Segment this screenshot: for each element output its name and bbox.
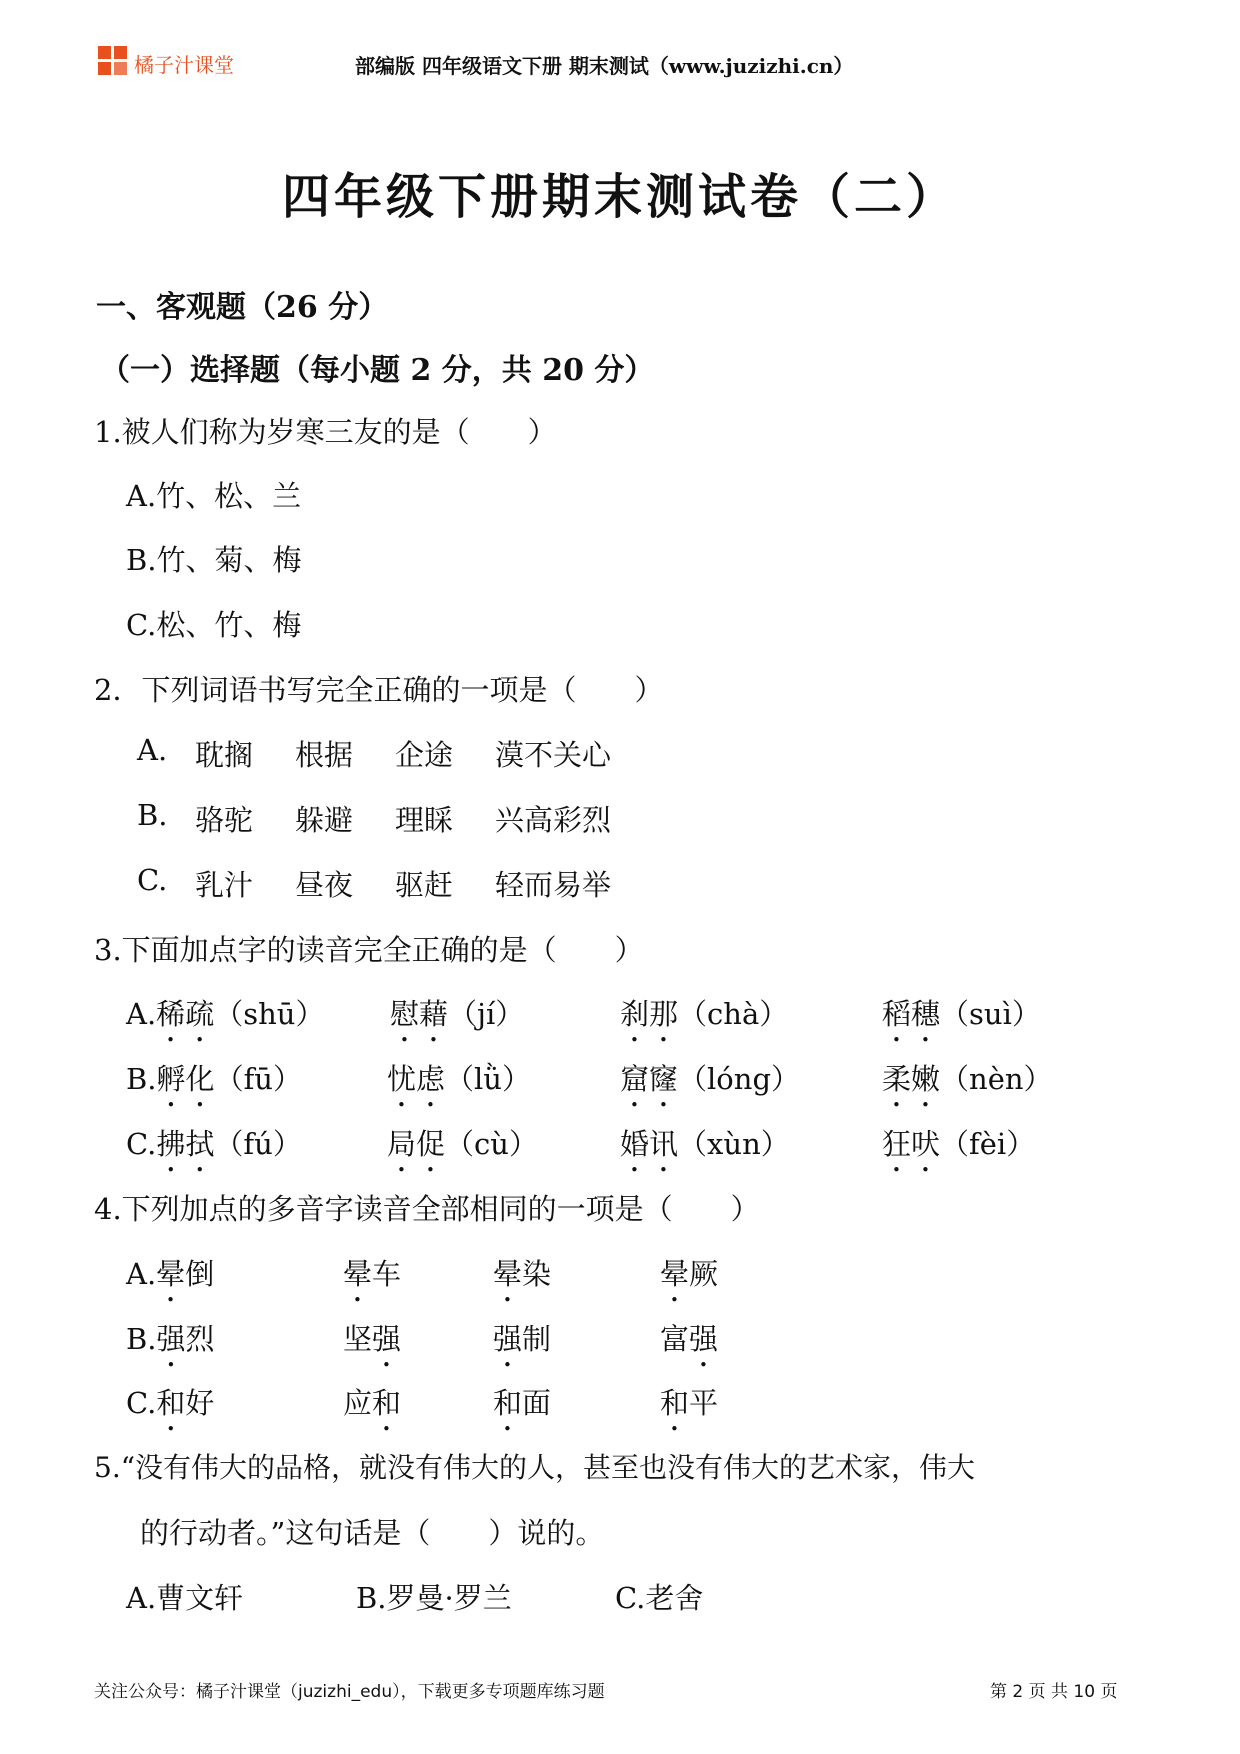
section-heading: 一、客观题（26 分） bbox=[96, 290, 389, 325]
q1-option-c: C.松、竹、梅 bbox=[126, 608, 302, 642]
header-title: 部编版 四年级语文下册 期末测试（www.juzizhi.cn） bbox=[355, 54, 854, 78]
page-number: 第 2 页 共 10 页 bbox=[990, 1682, 1118, 1702]
question-5: 5.“没有伟大的品格，就没有伟大的人，甚至也没有伟大的艺术家，伟大 bbox=[94, 1451, 976, 1484]
subsection-heading: （一）选择题（每小题 2 分，共 20 分） bbox=[100, 353, 655, 388]
question-1: 1.被人们称为岁寒三友的是（ ） bbox=[94, 415, 557, 449]
page-title: 四年级下册期末测试卷（二） bbox=[281, 169, 958, 225]
question-2: 2．下列词语书写完全正确的一项是（ ） bbox=[94, 673, 664, 707]
q1-option-b: B.竹、菊、梅 bbox=[126, 543, 302, 577]
logo-icon bbox=[98, 46, 128, 76]
q1-option-a: A.竹、松、兰 bbox=[126, 479, 302, 513]
footer-note: 关注公众号：橘子汁课堂（juzizhi_edu），下载更多专项题库练习题 bbox=[94, 1682, 605, 1702]
question-4: 4.下列加点的多音字读音全部相同的一项是（ ） bbox=[94, 1192, 760, 1226]
question-3: 3.下面加点字的读音完全正确的是（ ） bbox=[94, 933, 644, 967]
brand-name: 橘子汁课堂 bbox=[134, 53, 234, 77]
question-5-continued: 的行动者。”这句话是（ ）说的。 bbox=[140, 1516, 605, 1550]
q5-option-a: A.曹文轩 bbox=[126, 1581, 244, 1615]
q5-option-c: C.老舍 bbox=[615, 1581, 704, 1615]
q5-option-b: B.罗曼·罗兰 bbox=[356, 1581, 512, 1615]
